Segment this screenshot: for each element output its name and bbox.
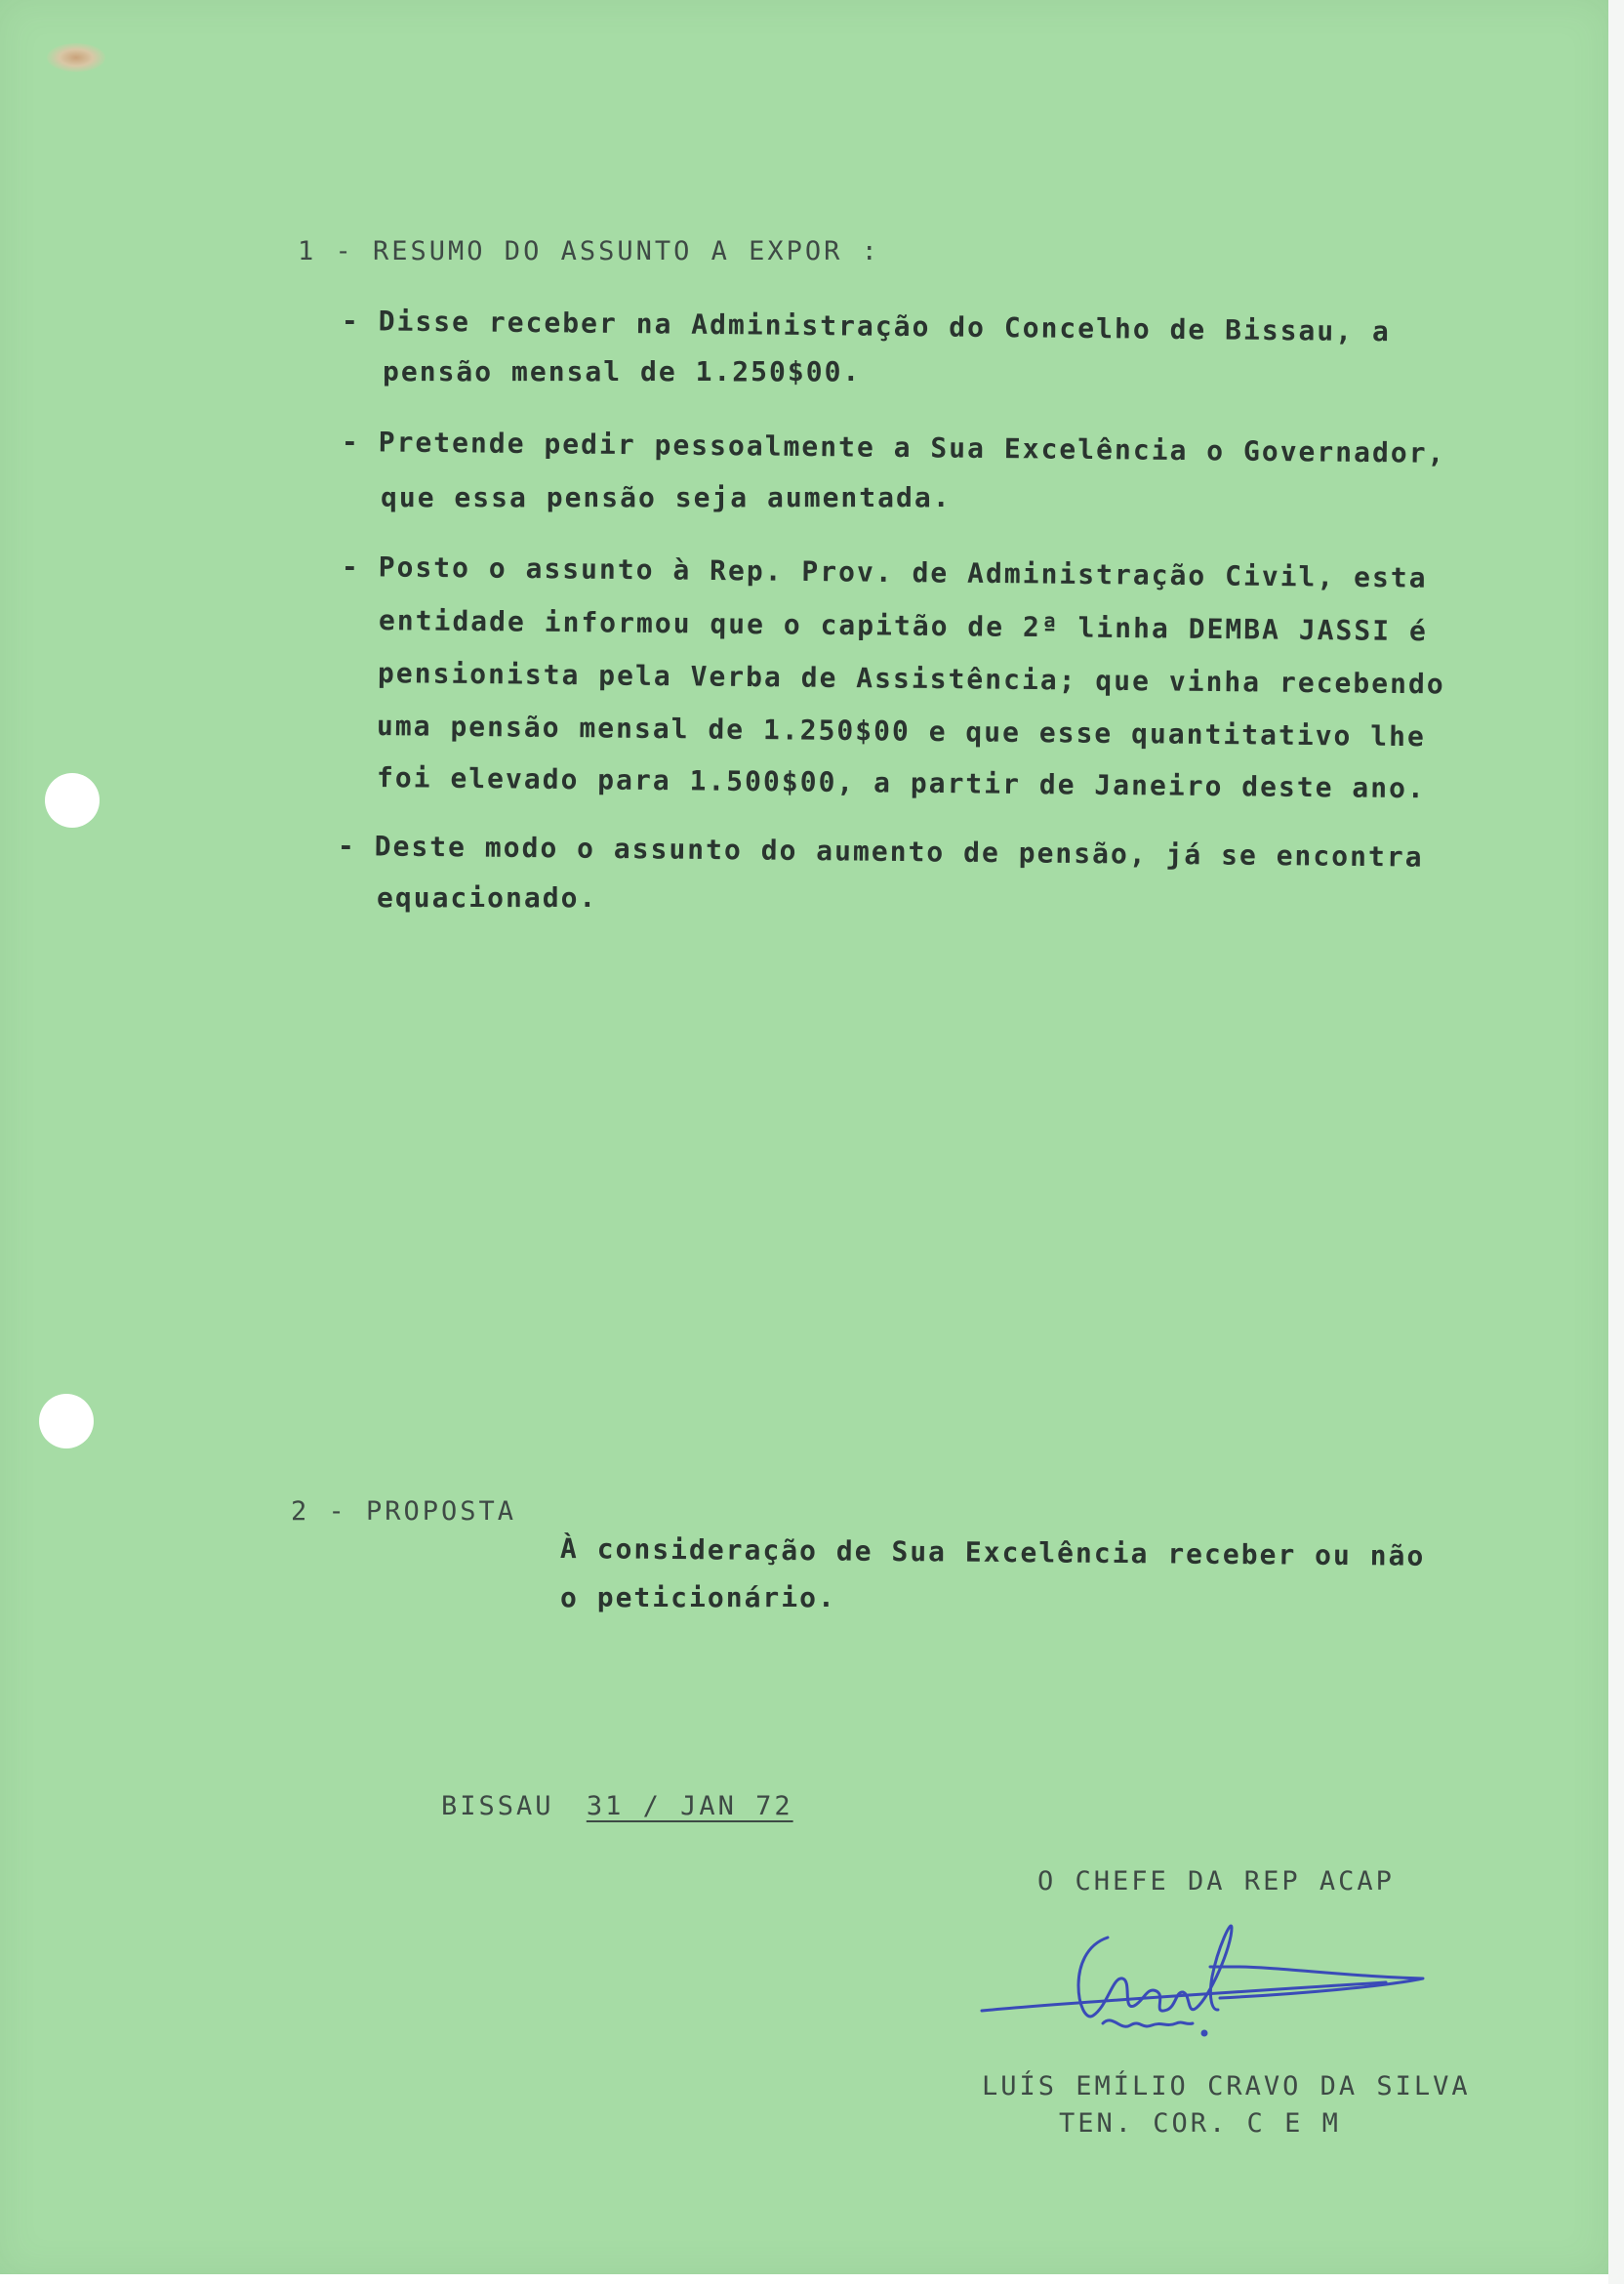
- signer-name: LUÍS EMÍLIO CRAVO DA SILVA: [982, 2071, 1471, 2101]
- signer-rank: TEN. COR. C E M: [1059, 2108, 1341, 2139]
- paragraph-1-line-1: - Disse receber na Administração do Concelho de Bissau, a: [341, 305, 1391, 348]
- paragraph-2-line-1: - Pretende pedir pessoalmente a Sua Excelência o Governador,: [341, 426, 1446, 469]
- paragraph-3-line-3: pensionista pela Verba de Assistência; que vinha recebendo: [377, 657, 1445, 701]
- paragraph-4-line-1: - Deste modo o assunto do aumento de pensão, já se encontra: [337, 830, 1424, 874]
- punch-hole-bottom: [39, 1394, 94, 1448]
- paragraph-2-line-2: que essa pensão seja aumentada.: [381, 481, 952, 513]
- paragraph-3-line-2: entidade informou que o capitão de 2ª linha DEMBA JASSI é: [378, 604, 1428, 648]
- section-2-heading: 2 - PROPOSTA: [291, 1496, 517, 1527]
- paragraph-4-line-2: equacionado.: [377, 881, 598, 914]
- date-value: 31 / JAN 72: [586, 1791, 793, 1821]
- paragraph-3-line-1: - Posto o assunto à Rep. Prov. de Administração Civil, esta: [341, 551, 1428, 594]
- proposal-line-1: À consideração de Sua Excelência receber ou não: [559, 1532, 1426, 1572]
- date-line: [441, 1791, 793, 1821]
- punch-hole-top: [45, 773, 100, 828]
- place-label: BISSAU: [441, 1791, 554, 1821]
- proposal-line-2: o peticionário.: [560, 1581, 836, 1613]
- paragraph-3-line-4: uma pensão mensal de 1.250$00 e que esse quantitativo lhe: [376, 710, 1426, 754]
- signer-title: O CHEFE DA REP ACAP: [1037, 1866, 1395, 1897]
- paragraph-3-line-5: foi elevado para 1.500$00, a partir de Janeiro deste ano.: [376, 761, 1426, 805]
- paragraph-1-line-2: pensão mensal de 1.250$00.: [383, 355, 862, 387]
- paper-stain: [47, 43, 105, 72]
- section-1-heading: 1 - RESUMO DO ASSUNTO A EXPOR :: [298, 236, 880, 266]
- handwritten-signature: [976, 1908, 1464, 2084]
- page-edge: [1608, 0, 1624, 2284]
